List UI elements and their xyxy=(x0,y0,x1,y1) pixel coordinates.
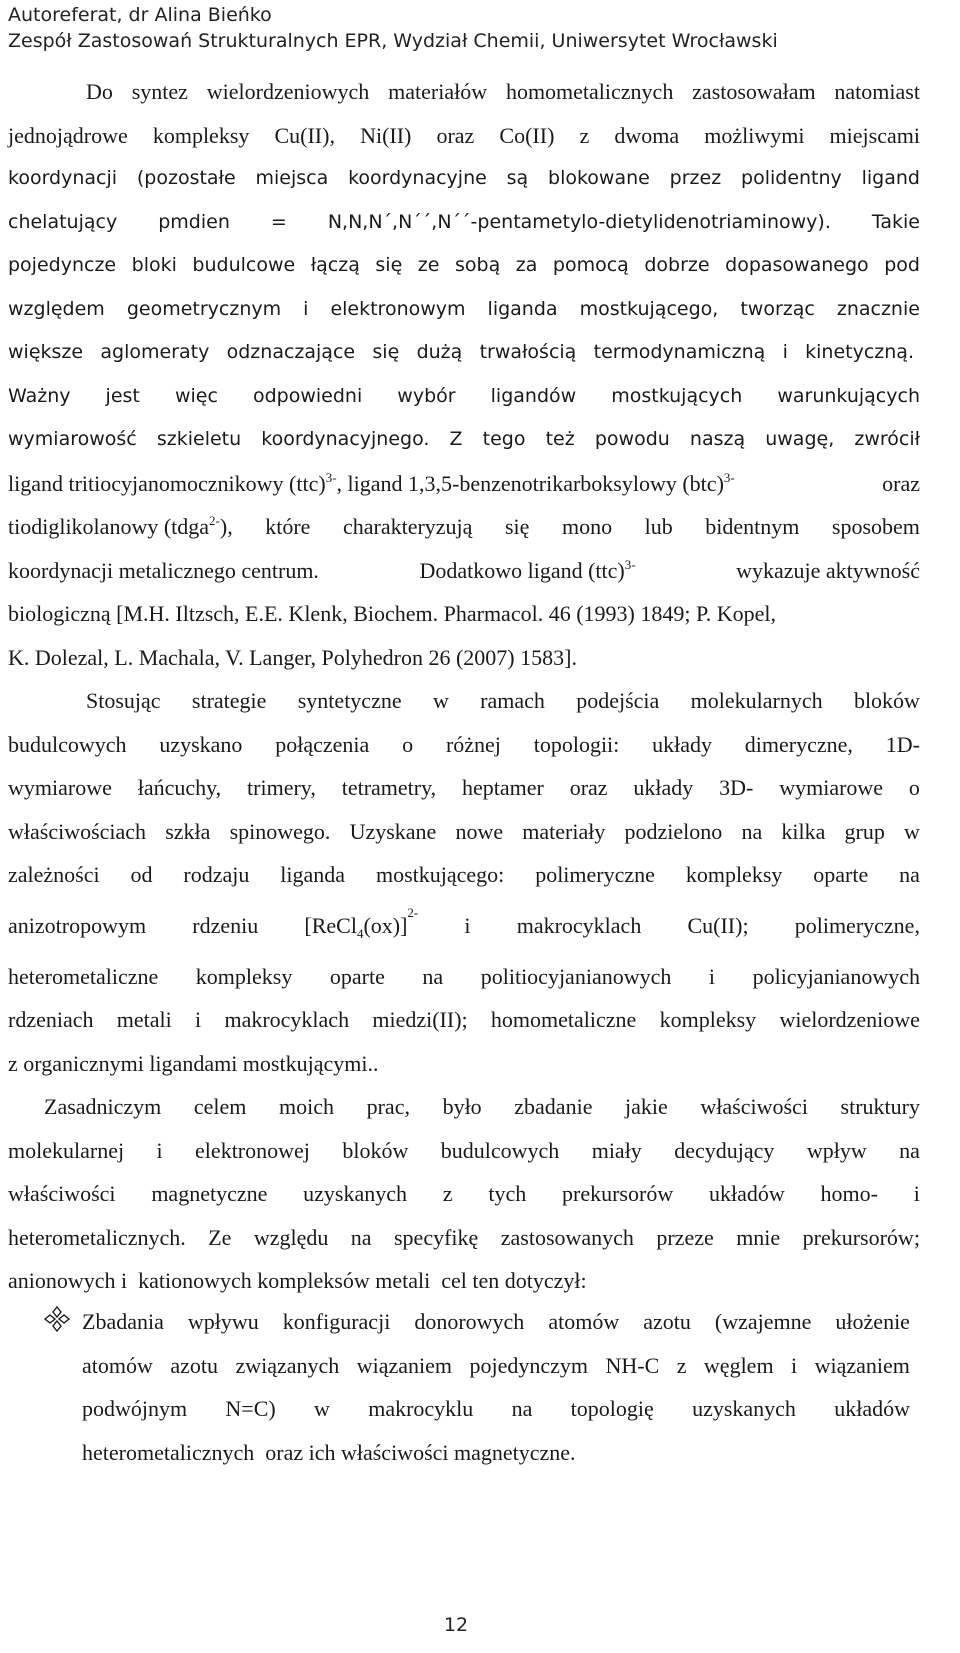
word: zastosowałam xyxy=(692,79,816,104)
word: ramach xyxy=(480,688,545,713)
word: homometalicznych xyxy=(505,79,674,104)
word: charakteryzują xyxy=(342,514,473,539)
word: ligand xyxy=(861,167,920,189)
word: podwójnym xyxy=(82,1396,188,1421)
word: odpowiedni xyxy=(252,384,363,407)
word: oparte xyxy=(329,963,385,989)
paragraph-1-line: koordynacji metalicznego centrum. Dodatkowo ligand (ttc)$^{3-}$ wykazuje aktywność xyxy=(8,556,920,583)
word: zbadanie xyxy=(514,1094,593,1119)
word: na xyxy=(899,1137,920,1163)
word: i xyxy=(782,341,788,363)
word: geometrycznym xyxy=(126,297,282,320)
word: oraz xyxy=(569,775,608,800)
paragraph-2-line xyxy=(8,810,920,854)
paragraph-3-line: heterometalicznych. Ze względu na specyfikę zastosowanych przeze mnie prekursorów; xyxy=(8,1216,920,1260)
word: z xyxy=(579,122,590,148)
word: właściwości xyxy=(700,1094,808,1119)
word: koordynacyjnego. xyxy=(261,428,430,450)
word: natomiast xyxy=(834,79,920,104)
word: pomocą xyxy=(552,254,629,276)
word: i xyxy=(195,1007,202,1032)
paragraph-1-line xyxy=(8,157,920,201)
word: tych xyxy=(488,1181,527,1206)
word: politiocyjanianowych xyxy=(480,963,672,989)
word: molekularnych xyxy=(690,688,823,713)
word: rodzaju xyxy=(183,862,250,887)
word: 1D- xyxy=(885,731,920,757)
word: atomów xyxy=(82,1352,153,1378)
word: jest xyxy=(105,384,140,407)
word: się xyxy=(372,341,400,363)
word: było xyxy=(442,1094,482,1119)
paragraph-2-line xyxy=(8,955,920,999)
word: warunkujących xyxy=(777,384,920,407)
word: ułożenie xyxy=(835,1309,910,1334)
word: łańcuchy, xyxy=(137,775,222,800)
paragraph-1-line xyxy=(8,375,920,419)
word: polimeryczne xyxy=(535,862,655,887)
reference-text: biologiczną [M.H. Iltzsch, E.E. Klenk, Biochem. Pharmacol. 46 (1993) 1849; P. Kopel, xyxy=(8,601,777,626)
paragraph-1-line: tiodiglikolanowy (tdga$^{2-}$), które charakteryzują się mono lub bidentnym sposobem xyxy=(8,505,920,549)
word: blokowane xyxy=(548,167,650,189)
word: mnie xyxy=(736,1224,781,1250)
word: aglomeraty xyxy=(100,341,210,363)
word: właściwościach xyxy=(8,818,147,844)
bullet-item xyxy=(44,1300,910,1474)
word: Ważny xyxy=(8,384,71,407)
word: trimery, xyxy=(247,775,316,800)
word: mono xyxy=(561,514,613,539)
word: tworząc xyxy=(740,297,815,320)
word: szkieletu xyxy=(156,428,242,450)
word: na xyxy=(511,1396,533,1421)
word: policyjanianowych xyxy=(752,963,920,989)
word: kompleksy xyxy=(195,963,293,989)
word: i xyxy=(708,963,716,989)
word: z xyxy=(442,1181,453,1206)
word: sposobem xyxy=(831,514,920,539)
word: za xyxy=(515,254,538,276)
word: możliwymi xyxy=(704,122,805,148)
paragraph-1-line: ligand tritiocyjanomocznikowy (ttc)$^{3-}$, ligand 1,3,5-benzenotrikarboksylowy (btc)$^{3-}$ oraz xyxy=(8,469,920,496)
word: specyfikę xyxy=(394,1224,479,1250)
word: Ni(II) xyxy=(360,122,412,148)
word: liganda xyxy=(280,862,346,887)
word: bloki xyxy=(131,254,177,276)
word: moich xyxy=(279,1094,335,1119)
word: przeze xyxy=(656,1224,714,1250)
word: uzyskano xyxy=(159,731,243,757)
word: węglem xyxy=(703,1352,774,1378)
word: prekursorów xyxy=(562,1181,674,1206)
word: podejścia xyxy=(576,688,660,713)
paragraph-2-line: z organicznymi ligandami mostkującymi.. xyxy=(8,1050,379,1076)
paragraph-2-line xyxy=(8,723,920,767)
word: materiałów xyxy=(388,79,488,104)
word: tetrametry, xyxy=(341,775,437,800)
word: azotu xyxy=(643,1309,691,1334)
word: wymiarowe xyxy=(8,775,112,800)
word: dobrze xyxy=(644,254,710,276)
word: jakie xyxy=(625,1094,668,1119)
word: wybór xyxy=(397,384,456,407)
ligand-name: N,N,N´,N´´,N´´-pentametylo-dietylidenotriaminowy). xyxy=(327,210,831,233)
paragraph-1-line xyxy=(8,70,920,114)
word: budulcowe xyxy=(192,254,296,276)
word: układów xyxy=(834,1396,910,1421)
word: powodu xyxy=(594,428,670,450)
body-text xyxy=(8,70,920,1303)
word: liganda xyxy=(487,297,558,320)
word: różnej xyxy=(445,731,501,757)
word: się xyxy=(375,254,403,276)
word: na xyxy=(899,862,920,887)
word: Stosując xyxy=(86,688,161,713)
word: decydujący xyxy=(674,1137,775,1163)
word: koordynacji xyxy=(8,167,118,189)
word: mostkującego: xyxy=(375,862,505,887)
word: dużą xyxy=(416,341,463,363)
bullet-line: heterometalicznych oraz ich właściwości magnetyczne. xyxy=(82,1439,576,1465)
word: które xyxy=(265,514,311,539)
word: o xyxy=(908,775,920,800)
word: oparte xyxy=(813,862,869,887)
paragraph-3-line xyxy=(8,1172,920,1216)
word: na xyxy=(350,1224,372,1250)
word: sobą xyxy=(455,254,501,276)
word: Uzyskane xyxy=(349,818,437,844)
paragraph-1-line xyxy=(8,244,920,288)
word: połączenia xyxy=(275,731,370,757)
word: zależności xyxy=(8,862,100,887)
word: dopasowanego xyxy=(725,254,869,276)
word: jednojądrowe xyxy=(8,122,128,148)
word: odznaczające xyxy=(226,341,356,363)
header-affiliation: Zespół Zastosowań Strukturalnych EPR, Wydział Chemii, Uniwersytet Wrocławski xyxy=(8,30,778,52)
word: ze xyxy=(417,254,440,276)
paragraph-2-line: anizotropowym rdzeniu [ReCl$_4$(ox)]$^{2-}$ i makrocyklach Cu(II); polimeryczne, xyxy=(8,904,920,941)
word: przez xyxy=(669,167,722,189)
word: są xyxy=(506,167,529,189)
word: makrocyklu xyxy=(368,1396,474,1421)
word: metali xyxy=(116,1007,172,1032)
word: homo- xyxy=(820,1181,878,1206)
word: miejsca xyxy=(255,167,329,189)
word: budulcowych xyxy=(8,731,127,757)
word: uzyskanych xyxy=(303,1181,408,1206)
word: kompleksy xyxy=(659,1007,757,1032)
word: wpływ xyxy=(806,1137,867,1163)
word: pojedynczym xyxy=(469,1352,589,1378)
word: Zasadniczym xyxy=(44,1094,162,1119)
word: molekularnej xyxy=(8,1137,125,1163)
word: na xyxy=(741,818,763,844)
word: zwrócił xyxy=(854,428,920,450)
reference-text: K. Dolezal, L. Machala, V. Langer, Polyhedron 26 (2007) 1583]. xyxy=(8,644,577,670)
word: mostkujących xyxy=(611,384,743,407)
word: się xyxy=(504,514,530,539)
word: konfiguracji xyxy=(282,1309,391,1334)
word: związanych xyxy=(235,1352,340,1378)
word: termodynamiczną xyxy=(593,341,766,363)
paragraph-1-line xyxy=(8,288,920,332)
word: i xyxy=(156,1137,163,1163)
paragraph-1-line xyxy=(8,418,920,462)
word: więc xyxy=(174,384,218,407)
word: Do xyxy=(86,79,113,104)
word: Ze xyxy=(208,1224,232,1250)
word: w xyxy=(432,688,449,713)
word: nowe xyxy=(455,818,504,844)
word: od xyxy=(130,862,153,887)
word: topologii: xyxy=(533,731,620,757)
word: układy xyxy=(633,775,694,800)
page-number: 12 xyxy=(443,1614,469,1636)
word: (wzajemne xyxy=(714,1309,812,1334)
word: celem xyxy=(193,1094,247,1119)
word: chelatujący xyxy=(8,210,118,233)
word: Z xyxy=(449,428,463,450)
word: też xyxy=(545,428,575,450)
word: na xyxy=(422,963,444,989)
word: prac, xyxy=(366,1094,410,1119)
word: pmdien xyxy=(158,210,230,233)
word: układów xyxy=(709,1181,785,1206)
paragraph-1-line xyxy=(8,592,920,636)
word: trwałością xyxy=(479,341,577,363)
word: pojedyncze xyxy=(8,254,117,276)
word: podzielono xyxy=(624,818,723,844)
word: łączą xyxy=(310,254,360,276)
word: miedzi(II); xyxy=(372,1007,468,1032)
word: prekursorów; xyxy=(802,1224,920,1250)
word: uwagę, xyxy=(765,428,835,450)
word: heptamer xyxy=(462,775,544,800)
word: wymiarowość xyxy=(8,428,137,450)
word: w xyxy=(904,818,920,844)
word: strategie xyxy=(191,688,267,713)
word: homometaliczne xyxy=(490,1007,637,1032)
word: znacznie xyxy=(836,297,920,320)
word: heterometaliczne xyxy=(8,963,159,989)
bullet-line xyxy=(82,1344,910,1388)
word: atomów xyxy=(548,1309,620,1334)
word: Co(II) xyxy=(499,122,555,148)
word: kompleksy xyxy=(152,122,250,148)
word: tego xyxy=(482,428,526,450)
word: ligandów xyxy=(490,384,577,407)
paragraph-1-line xyxy=(8,636,920,680)
word: makrocyklach xyxy=(224,1007,350,1032)
word: wpływu xyxy=(187,1309,259,1334)
paragraph-2-line xyxy=(8,766,920,810)
word: pod xyxy=(884,254,920,276)
header-author: Autoreferat, dr Alina Bieńko xyxy=(8,4,272,26)
word: lub xyxy=(644,514,673,539)
word: N=C) xyxy=(225,1396,276,1421)
word: topologię xyxy=(570,1396,654,1421)
word: polidentny xyxy=(741,167,842,189)
word: wiązaniem xyxy=(356,1352,453,1378)
paragraph-2-line xyxy=(8,853,920,897)
word: Cu(II), xyxy=(274,122,335,148)
word: dimeryczne, xyxy=(744,731,853,757)
paragraph-2-line xyxy=(8,998,920,1042)
word: wielordzeniowych xyxy=(206,79,370,104)
word: szkła xyxy=(165,818,211,844)
word: uzyskanych xyxy=(692,1396,796,1421)
word: zastosowanych xyxy=(500,1224,634,1250)
word: NH-C xyxy=(605,1352,660,1378)
word: azotu xyxy=(170,1352,218,1378)
word: oraz xyxy=(436,122,475,148)
word: syntez xyxy=(131,79,188,104)
word: o xyxy=(402,731,414,757)
word: z xyxy=(676,1352,687,1378)
word: bidentnym xyxy=(705,514,800,539)
paragraph-3-line xyxy=(8,1085,920,1129)
word: miejscami xyxy=(829,122,920,148)
word: magnetyczne xyxy=(151,1181,268,1206)
word: dwoma xyxy=(614,122,680,148)
word: kompleksy xyxy=(685,862,783,887)
word: Zbadania xyxy=(82,1309,164,1334)
paragraph-2-line xyxy=(8,679,920,723)
word: i xyxy=(303,297,309,320)
word: = xyxy=(270,210,287,233)
word: miały xyxy=(591,1137,642,1163)
paragraph-3-line xyxy=(8,1129,920,1173)
word: koordynacyjne xyxy=(348,167,487,189)
word: bloków xyxy=(342,1137,409,1163)
bullet-line xyxy=(82,1300,910,1344)
word: kinetyczną. xyxy=(805,341,914,363)
bullet-line xyxy=(82,1387,910,1431)
page-header xyxy=(8,2,948,54)
word: naszą xyxy=(689,428,746,450)
word: układy xyxy=(652,731,712,757)
word: 3D- xyxy=(719,775,754,800)
word: wiązaniem xyxy=(814,1352,910,1378)
word: kilka xyxy=(781,818,826,844)
word: i xyxy=(791,1352,798,1378)
word: budulcowych xyxy=(440,1137,560,1163)
word: właściwości xyxy=(8,1181,116,1206)
word: i xyxy=(913,1181,920,1206)
word: wymiarowe xyxy=(779,775,884,800)
paragraph-1-line xyxy=(8,114,920,158)
word: bloków xyxy=(853,688,920,713)
word: materiały xyxy=(522,818,606,844)
word: struktury xyxy=(840,1094,920,1119)
paragraph-3-line: anionowych i kationowych kompleksów metali cel ten dotyczył: xyxy=(8,1268,587,1293)
word: rdzeniach xyxy=(8,1007,94,1032)
word: elektronowym xyxy=(330,297,466,320)
word: spinowego. xyxy=(229,818,331,844)
word: mostkującego, xyxy=(579,297,719,320)
paragraph-1-line: chelatujący pmdien = N,N,N´,N´´,N´´-pentametylo-dietylidenotriaminowy). Takie xyxy=(8,201,920,245)
word: (pozostałe xyxy=(136,167,236,189)
word: wielordzeniowe xyxy=(779,1007,920,1032)
word: elektronowej xyxy=(195,1137,310,1163)
word: w xyxy=(314,1396,330,1421)
word: większe xyxy=(8,341,84,363)
word: względu xyxy=(253,1224,329,1250)
word: syntetyczne xyxy=(297,688,402,713)
word: donorowych xyxy=(414,1309,525,1334)
word: grup xyxy=(844,818,885,844)
four-diamond-bullet-icon xyxy=(44,1306,70,1332)
word: względem xyxy=(8,297,105,320)
paragraph-1-line xyxy=(8,331,920,375)
